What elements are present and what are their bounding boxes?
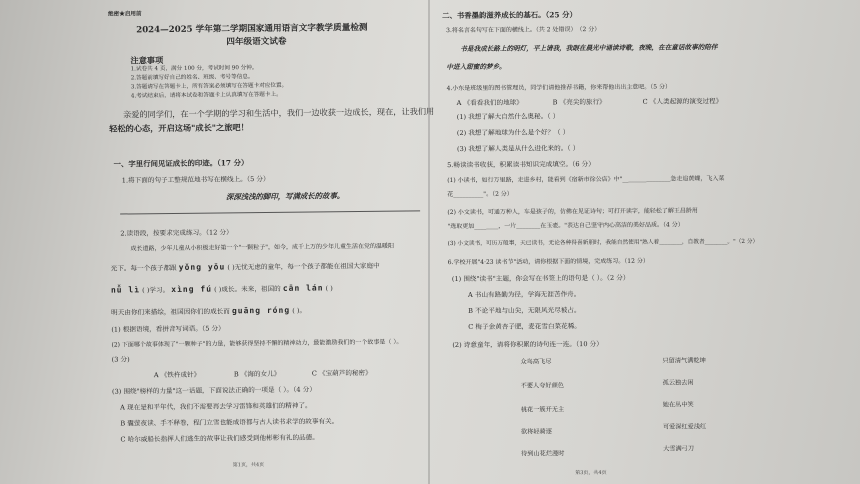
sub-question-3-option-a: A 现在是和平年代，我们不需要再去学习雷锋和英雄们的精神了。 [120, 401, 312, 412]
poem-right-4: 可爱深红爱浅红 [662, 423, 707, 431]
pinyin-3: xìng fú [171, 284, 213, 294]
question-3: 3.将名言名句写在下面的横线上。（共 2 处错误） （2 分） [446, 25, 601, 35]
q5-line-1b: 花__________"。（2 分） [447, 190, 513, 199]
poem-right-2: 孤云独去闲 [662, 379, 694, 387]
q5-line-3: (3) 小文读书，可历万般事，天已读书，无论各种得喜新朋时，我能自然使用"熟人着________，自教者________。"（2 分） [447, 238, 759, 248]
page-footer-right: 第3页，共4页 [575, 469, 607, 477]
notes-title: 注意事项 [130, 55, 164, 66]
poem-right-3: 她在丛中笑 [662, 401, 694, 409]
pinyin-1: yǒng yǒu [178, 262, 226, 272]
poem-right-5: 大雪满弓刀 [663, 445, 695, 453]
q5-line-2b: "选取更加________，一片________在玉壶。"表达自己坚守内心高洁的美好品质。（4 分） [447, 221, 684, 231]
option-c: C 《宝葫芦的秘密》 [311, 368, 372, 378]
note-1: 1.试卷共 4 页，满分 100 分，考试时间 90 分钟。 [130, 65, 258, 73]
intro-line-1: 亲爱的同学们，在一个学期的学习和生活中，我们一边收获一边成长，现在，让我们用 [123, 106, 435, 120]
exam-title: 2024—2025 学年第二学期国家通用语言文字教学质量检测 [136, 22, 368, 36]
q5-line-1: (1) 小读书，如行万里路，走进乡村，能看到《宿新市徐公店》中"________________急走追黄蝶，飞入菜 [447, 175, 725, 185]
option-b: B 《海的女儿》 [233, 369, 281, 379]
q6-option-c: C 梅子金黄杏子肥，麦花雪白菜花稀。 [468, 322, 581, 331]
sub-question-2-points: (3 分) [111, 355, 130, 364]
q4-option-b: B 《亮尖的旅行》 [552, 97, 606, 107]
note-2: 2.答题前填写好自己的姓名、班级、考号等信息。 [130, 74, 254, 82]
passage-text: ( ) [325, 284, 333, 293]
q4-sub-3: (3) 我想了解人类是从什么进化来的。（ ） [456, 144, 580, 154]
q6-sub-2: (2) 诗意童年，请将你积累的诗句连一连。（10 分） [452, 339, 603, 350]
sub-question-2: (2) 下面哪个故事体现了"一颗种子"的力量，能够获得坚持不懈的精神动力，最能激励我们的一个故事是（ ）。 [111, 338, 403, 349]
writing-line [120, 210, 420, 214]
passage-text: ( )无忧无虑的童年，每一个孩子都能在祖国大家庭中 [227, 261, 380, 272]
right-page [442, 7, 759, 477]
passage-text: 光下。每一个孩子都跟 [110, 263, 177, 273]
sub-question-1: (1) 根据语境，看拼音写词语。（5 分） [111, 324, 225, 334]
passage-line-4 [111, 306, 306, 319]
question-2: 2.读语段，按要求完成练习。（12 分） [120, 228, 233, 238]
question-4: 4.小东是班级里的图书管理员，同学们请他推荐书籍，你来帮他出出主意吧。（5 分） [446, 83, 672, 93]
page-fold [428, 0, 430, 484]
poem-left-2: 不要人夸好颜色 [520, 382, 564, 390]
sub-question-3-option-c: C 哈尔威船长指挥人们逃生的故事让我们感受到他彬彬有礼的品德。 [120, 433, 319, 444]
pinyin-2: nǚ lì [110, 285, 141, 295]
intro-line-2: 轻松的心态，开启这场"成长"之旅吧！ [109, 122, 249, 134]
confidential-label: 绝密★启用前 [108, 11, 142, 18]
question-1: 1.将下面的句子工整规范地书写在横线上。（5 分） [121, 174, 270, 185]
passage-text: ( )成长。未来，祖国的 [214, 284, 281, 294]
q4-option-a: A 《看看我们的地球》 [456, 98, 523, 108]
passage-line-1: 成长道路，少年儿童从小积极走好第一个"一颗粒子"，如今，成千上万的少年儿童生活在党的温暖阳 [130, 242, 395, 253]
question-3-sentence-1: 书是我成长路上的明灯，平上请我，我眼在晨光中诵读诗歌，夜晚，在在童话故事的陪伴 [460, 43, 718, 53]
poem-left-1: 众鸟高飞尽 [520, 358, 552, 366]
note-4: 4.考试结束后，请将本试卷和答题卡上认真填写在答题卡上。 [130, 91, 282, 100]
page-footer-left: 第1页，共4页 [232, 462, 265, 469]
q5-line-2: (2) 小文读书，可通万种人，车是孩子的，仿佛在见证诗句；可打开读字，能轻松了解王昌龄用 [447, 207, 698, 217]
section-2-heading: 二、书香墨韵滋养成长的基石。（25 分） [442, 10, 577, 21]
question-5: 5.畅读读书收获，积累读书知识完成填空。（6 分） [447, 160, 595, 170]
q4-option-c: C 《人类起源的演变过程》 [642, 97, 723, 106]
poem-left-4: 欲将轻骑逐 [520, 428, 552, 436]
poem-left-5: 待到山花烂漫时 [521, 450, 565, 458]
left-page [108, 8, 435, 469]
section-1-heading: 一、字里行间见证成长的印迹。（17 分） [113, 158, 249, 169]
question-6: 6.学校开展"4·23 读书节"活动，请你根据下面的情境，完成练习。（12 分） [447, 257, 649, 267]
q6-option-b: B 不论平地与山尖，无限风光尽被占。 [468, 306, 581, 315]
passage-text: ( )学习。 [142, 286, 170, 295]
passage-line-2 [111, 261, 380, 275]
passage-text: 明天由你们来描绘，祖国因你们的成长而 [111, 307, 230, 317]
passage-text: ( )。 [292, 306, 307, 315]
option-a: A 《铁杵成针》 [153, 370, 201, 380]
note-3: 3.答题请写在答题卡上，所有答案必须填写在答题卡对应位置。 [130, 82, 288, 91]
q6-sub-1: (1) 围绕"读书"主题，你会写在书签上的语句是（ ）。（2 分） [451, 273, 630, 284]
q4-sub-1: (1) 我想了解大自然什么奥秘。（ ） [456, 112, 560, 122]
handwriting-sentence: 深深浅浅的脚印，写满成长的故事。 [225, 191, 345, 202]
poem-right-1: 只留清气满乾坤 [662, 357, 706, 365]
q4-sub-2: (2) 我想了解地球为什么是个好？（ ） [456, 128, 570, 138]
sub-question-3-option-b: B 囊萤夜读、手不释卷，程门立雪也能成语都与古人读书求学的故事有关。 [120, 417, 339, 428]
question-3-sentence-2: 中进入甜蜜的梦乡。 [446, 62, 506, 72]
passage-line-3 [111, 283, 333, 296]
sub-question-3: (3) 围绕"榜样的力量"这一话题，下面说法正确的一项是（ ）。（4 分） [111, 385, 316, 396]
poem-left-3: 桃花一簇开无主 [520, 406, 565, 414]
q6-option-a: A 书山有路勤为径，学海无涯苦作舟。 [467, 290, 581, 299]
pinyin-5: guāng róng [231, 305, 291, 316]
pinyin-4: cān lán [282, 283, 324, 293]
exam-subtitle: 四年级语文试卷 [226, 36, 287, 48]
